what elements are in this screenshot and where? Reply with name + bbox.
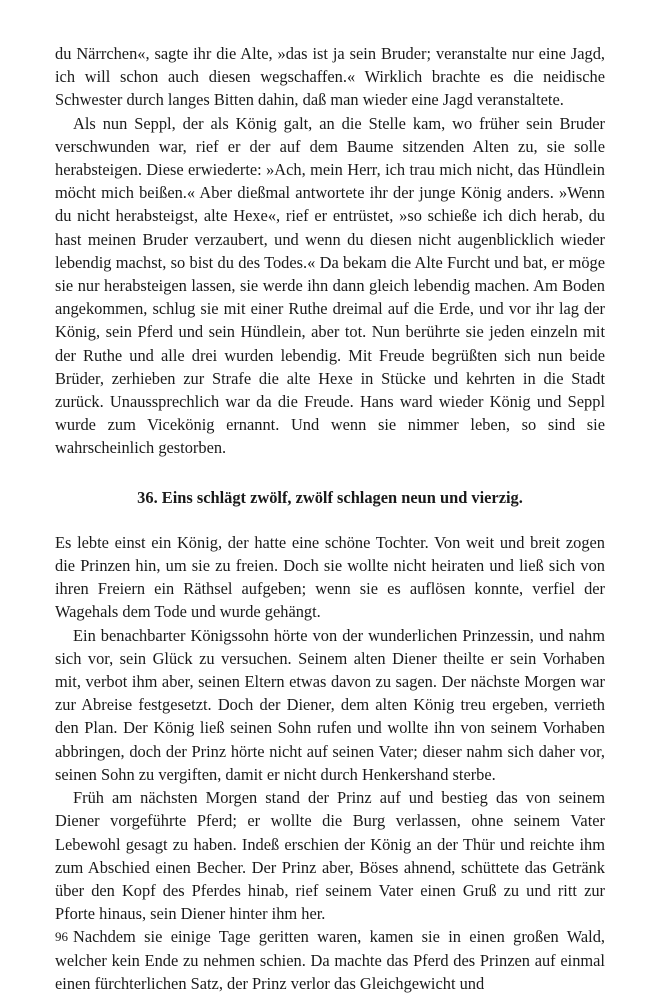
book-page [55,42,605,995]
paragraph: Früh am nächsten Morgen stand der Prinz auf und bestieg das von seinem Diener vorgeführte Pferd; er wollte die Burg verlassen, ohne seinem Vater Lebewohl gesagt zu haben. Indeß erschien der König an der Thür und reichte ihm zum Abschied einen Becher. Der Prinz aber, Böses ahnend, schüttete das Getränk über den Kopf des Pferdes hinab, rief seinem Vater einen Gruß zu und ritt zur Pforte hinaus, sein Diener hinter ihm her. [55,788,605,924]
paragraph: Nachdem sie einige Tage geritten waren, kamen sie in einen großen Wald, welcher kein Ende zu nehmen schien. Da machte das Pferd des Prinzen auf einmal einen fürchterlichen Satz, der Prinz verlor das Gleichgewicht und [55,927,605,993]
paragraph-continued: du Närrchen«, sagte ihr die Alte, »das ist ja sein Bruder; veranstalte nur eine Jagd, ich will schon auch diesen wegschaffen.« Wirklich brachte es die neidische Schwester durch langes Bitten dahin, daß man wieder eine Jagd veranstaltete. [55,44,605,110]
paragraph: Ein benachbarter Königssohn hörte von der wunderlichen Prinzessin, und nahm sich vor, sein Glück zu versuchen. Seinem alten Diener theilte er sein Vorhaben mit, verbot ihm aber, seinen Eltern etwas davon zu sagen. Der nächste Morgen war zur Abreise festgesetzt. Doch der Diener, dem alten König treu ergeben, verrieth den Plan. Der König ließ seinen Sohn rufen und wollte ihn von seinem Vorhaben abbringen, doch der Prinz hörte nicht auf seinen Vater; dieser nahm sich daher vor, seinen Sohn zu vergiften, damit er nicht durch Henkershand sterbe. [55,625,605,784]
section-heading: 36. Eins schlägt zwölf, zwölf schlagen neun und vierzig. [137,487,523,507]
paragraph: Es lebte einst ein König, der hatte eine schöne Tochter. Von weit und breit zogen die Prinzen hin, um sie zu freien. Doch sie wollte nicht heiraten und ließ sich von ihren Freiern ein Räthsel aufgeben; wenn sie es auflösen konnte, verfiel der Wagehals dem Tode und wurde gehängt. [55,532,605,622]
page-number: 96 [55,929,68,944]
paragraph: Als nun Seppl, der als König galt, an die Stelle kam, wo früher sein Bruder verschwunden war, rief er der auf dem Baume sitzenden Alten zu, sie solle herabsteigen. Diese erwiederte: »Ach, mein Herr, ich trau mich nicht, das Hündlein möcht mich beißen.« Aber dießmal antwortete ihr der junge König anders. »Wenn du nicht herabsteigst, alte Hexe«, rief er entrüstet, »so schieße ich dich herab, du hast meinen Bruder verzaubert, und wenn du diesen nicht augenblicklich wieder lebendig machst, so bist du des Todes.« Da bekam die Alte Furcht und bat, er möge sie nur herabsteigen lassen, sie werde ihn dann gleich lebendig machen. Am Boden angekommen, schlug sie mit einer Ruthe dreimal auf die Erde, und vor ihr lag der König, sein Pferd und sein Hündlein, aber tot. Nun berührte sie jeden einzeln mit der Ruthe und alle drei wurden lebendig. Mit Freude begrüßten sich nun beide Brüder, zerhieben zur Strafe die alte Hexe in Stücke und kehrten in die Stadt zurück. Unaussprechlich war da die Freude. Hans ward wieder König und Seppl wurde zum Vicekönig ernannt. Und wenn sie nimmer leben, so sind sie wahrscheinlich gestorben. [55,113,605,458]
